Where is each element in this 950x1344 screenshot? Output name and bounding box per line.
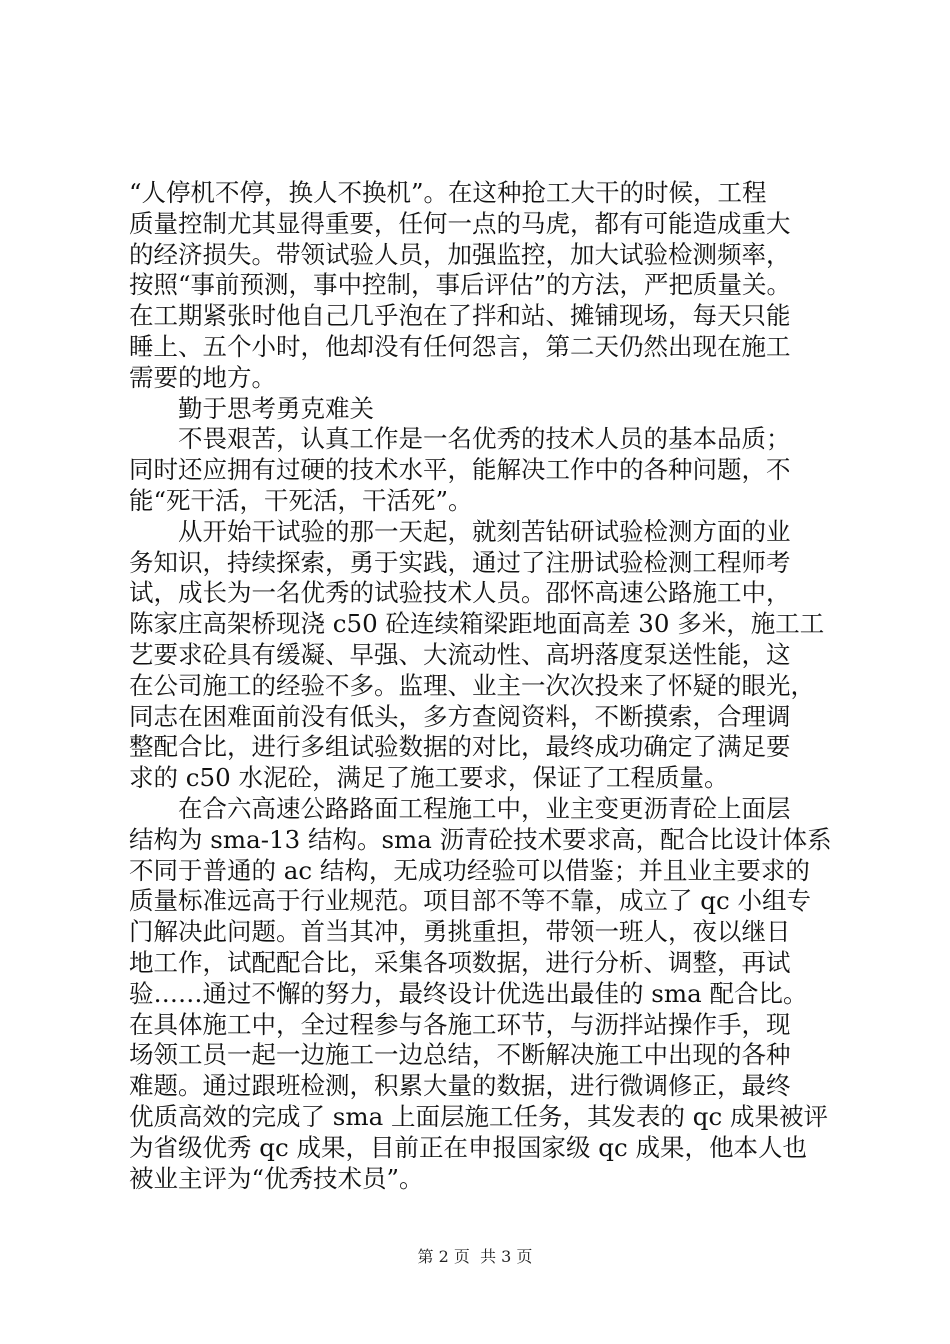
text-line: 能“死干活，干死活，干活死”。 — [129, 485, 473, 515]
text-line: 质量标准远高于行业规范。项目部不等不靠，成立了 qc 小组专 — [129, 886, 811, 916]
text-line: “人停机不停，换人不换机”。在这种抢工大干的时候，工程 — [129, 178, 767, 207]
text-line: 为省级优秀 qc 成果，目前正在申报国家级 qc 成果，他本人也 — [129, 1132, 807, 1162]
text-line: 从开始干试验的那一天起，就刻苦钻研试验检测方面的业 — [178, 516, 791, 546]
text-line: 被业主评为“优秀技术员”。 — [129, 1163, 424, 1193]
text-line: 不同于普通的 ac 结构，无成功经验可以借鉴；并且业主要求的 — [129, 855, 810, 885]
text-line: 验……通过不懈的努力，最终设计优选出最佳的 sma 配合比。 — [129, 978, 808, 1008]
text-line: 求的 c50 水泥砼，满足了施工要求，保证了工程质量。 — [129, 763, 729, 793]
text-line: 需要的地方。 — [129, 362, 276, 392]
section-heading: 勤于思考勇克难关 — [178, 393, 374, 423]
page-footer — [0, 1244, 950, 1267]
text-line: 在公司施工的经验不多。监理、业主一次次投来了怀疑的眼光， — [129, 670, 815, 700]
text-line: 整配合比，进行多组试验数据的对比，最终成功确定了满足要 — [129, 732, 791, 762]
text-line: 在工期紧张时他自己几乎泡在了拌和站、摊铺现场，每天只能 — [129, 301, 791, 331]
text-line: 优质高效的完成了 sma 上面层施工任务，其发表的 qc 成果被评 — [129, 1101, 828, 1131]
text-line: 的经济损失。带领试验人员，加强监控，加大试验检测频率， — [129, 239, 791, 269]
text-line: 质量控制尤其显得重要，任何一点的马虎，都有可能造成重大 — [129, 208, 791, 238]
text-line: 在合六高速公路路面工程施工中，业主变更沥青砼上面层 — [178, 793, 791, 823]
text-line: 难题。通过跟班检测，积累大量的数据，进行微调修正，最终 — [129, 1071, 791, 1101]
text-line: 在具体施工中，全过程参与各施工环节，与沥拌站操作手，现 — [129, 1009, 791, 1039]
text-line: 试，成长为一名优秀的试验技术人员。邵怀高速公路施工中， — [129, 578, 791, 608]
text-line: 同志在困难面前没有低头，多方查阅资料，不断摸索，合理调 — [129, 701, 791, 731]
text-line: 同时还应拥有过硬的技术水平，能解决工作中的各种问题，不 — [129, 455, 791, 485]
page-number-label: 第 2 页 共 3 页 — [417, 1247, 533, 1266]
text-line: 陈家庄高架桥现浇 c50 砼连续箱梁距地面高差 30 多米，施工工 — [129, 609, 825, 639]
text-line: 不畏艰苦，认真工作是一名优秀的技术人员的基本品质； — [178, 424, 791, 454]
text-line: 场领工员一起一边施工一边总结，不断解决施工中出现的各种 — [129, 1040, 791, 1070]
text-line: 门解决此问题。首当其冲，勇挑重担，带领一班人，夜以继日 — [129, 917, 791, 947]
document-body — [129, 178, 869, 1194]
text-line: 务知识，持续探索，勇于实践，通过了注册试验检测工程师考 — [129, 547, 791, 577]
text-line: 艺要求砼具有缓凝、早强、大流动性、高坍落度泵送性能，这 — [129, 639, 791, 669]
text-line: 睡上、五个小时，他却没有任何怨言，第二天仍然出现在施工 — [129, 331, 791, 361]
text-line: 按照“事前预测，事中控制，事后评估”的方法，严把质量关。 — [129, 270, 792, 300]
text-line: 地工作，试配配合比，采集各项数据，进行分析、调整，再试 — [129, 947, 791, 977]
text-line: 结构为 sma-13 结构。sma 沥青砼技术要求高，配合比设计体系 — [129, 824, 832, 854]
